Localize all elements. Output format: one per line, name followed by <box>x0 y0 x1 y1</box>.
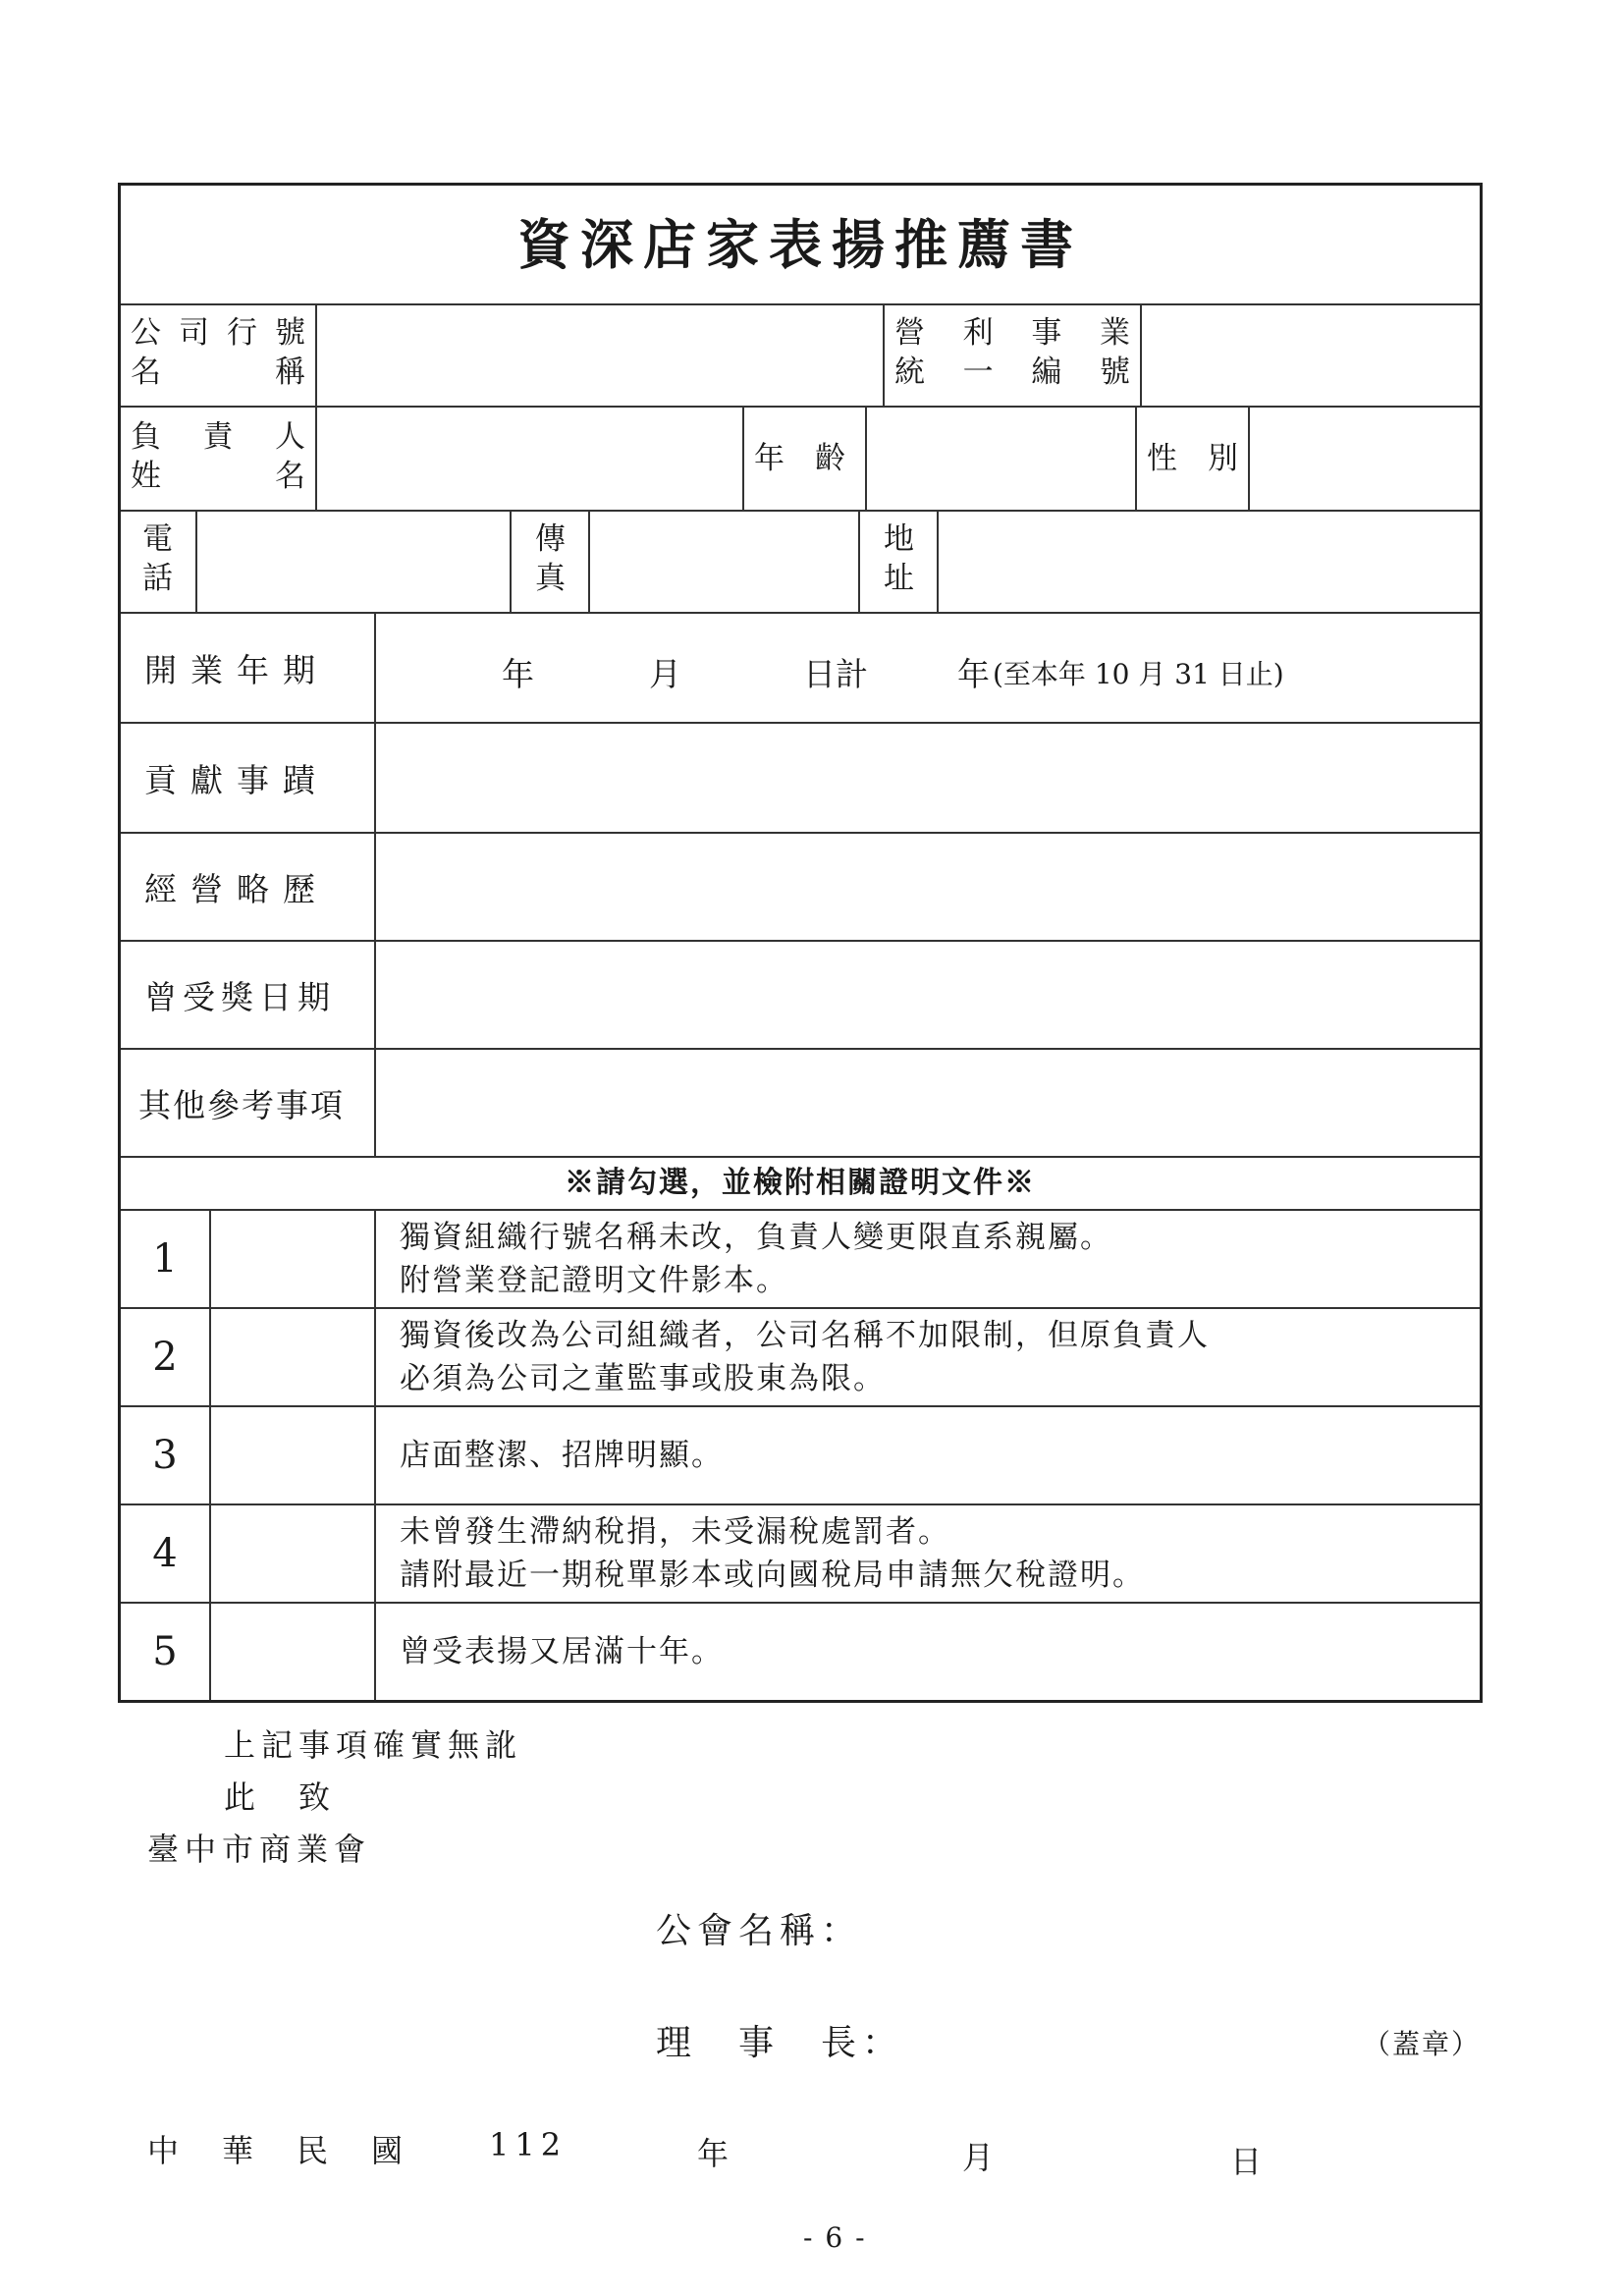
opening-note: (至本年 10 月 31 日止) <box>993 658 1284 690</box>
declaration-text: 上記事項確實無訛 <box>224 1726 523 1764</box>
page-number: - 6 - <box>803 2221 867 2254</box>
requirement-checkbox[interactable] <box>211 1211 376 1307</box>
label-char: 事 <box>1031 315 1062 351</box>
requirement-number: 1 <box>152 1236 178 1282</box>
label-char: 地 <box>884 521 914 557</box>
seal-note: （蓋章） <box>1363 2028 1482 2060</box>
opening-years-suffix: 年 <box>957 655 990 693</box>
requirement-number: 3 <box>152 1433 178 1478</box>
label-char: 業 <box>1099 315 1130 351</box>
label-char: 司 <box>179 315 209 351</box>
requirement-number: 4 <box>152 1531 178 1576</box>
label-char: 營 <box>894 315 925 351</box>
row-label: 其他參考事項 <box>121 1050 376 1156</box>
label-char: 真 <box>535 561 566 596</box>
label-char: 行 <box>227 315 257 351</box>
gender-field[interactable] <box>1250 408 1480 510</box>
title-row <box>121 186 1480 305</box>
requirement-row <box>121 1211 1480 1309</box>
requirement-checkbox[interactable] <box>211 1604 376 1700</box>
requirement-row <box>121 1407 1480 1505</box>
opening-year: 年 <box>502 655 534 693</box>
contact-row <box>121 512 1480 614</box>
opening-row <box>121 614 1480 724</box>
label-char: 號 <box>275 315 305 351</box>
label-char: 人 <box>275 419 305 455</box>
phone-field[interactable] <box>197 512 512 612</box>
label-char: 號 <box>1099 355 1130 390</box>
fax-field[interactable] <box>590 512 860 612</box>
other-field[interactable] <box>376 1050 1480 1156</box>
label-char: 編 <box>1031 355 1062 390</box>
company-row <box>121 305 1480 408</box>
award-field[interactable] <box>376 942 1480 1048</box>
requirement-text: 曾受表揚又居滿十年。 <box>400 1634 724 1669</box>
company-name-label <box>121 305 317 406</box>
label-char: 話 <box>142 561 173 596</box>
requirement-checkbox[interactable] <box>211 1309 376 1405</box>
requirement-number: 5 <box>152 1629 178 1674</box>
check-header: ※請勾選，並檢附相關證明文件※ <box>565 1166 1036 1200</box>
address-label <box>860 512 939 612</box>
requirement-number: 2 <box>152 1335 178 1380</box>
gender-label: 性 別 <box>1137 408 1250 510</box>
award-row <box>121 942 1480 1050</box>
label-char: 名 <box>275 459 305 494</box>
owner-row <box>121 408 1480 512</box>
label-char: 利 <box>962 315 994 351</box>
history-row <box>121 834 1480 942</box>
contribution-field[interactable] <box>376 724 1480 832</box>
date-year-value: 112 <box>489 2126 568 2163</box>
age-label: 年 齡 <box>744 408 867 510</box>
date-day-label: 日 <box>1230 2143 1269 2180</box>
age-field[interactable] <box>867 408 1137 510</box>
requirement-row <box>121 1505 1480 1604</box>
label-char: 電 <box>142 521 173 557</box>
chairman-label: 理 事 長： <box>656 2023 904 2063</box>
opening-field[interactable] <box>376 614 1480 722</box>
requirement-text: 獨資後改為公司組織者，公司名稱不加限制，但原負責人 必須為公司之董監事或股東為限。 <box>400 1318 1210 1396</box>
form-title: 資深店家表揚推薦書 <box>517 213 1083 276</box>
label-char: 負 <box>131 419 161 455</box>
label-char: 姓 <box>131 459 161 494</box>
label-char: 一 <box>962 355 994 390</box>
opening-month: 月 <box>649 655 681 693</box>
row-label: 曾受獎日期 <box>121 942 376 1048</box>
requirement-checkbox[interactable] <box>211 1505 376 1602</box>
owner-name-field[interactable] <box>317 408 744 510</box>
label-char: 統 <box>894 355 925 390</box>
association-name-label: 公會名稱： <box>656 1911 863 1951</box>
owner-name-label <box>121 408 317 510</box>
requirement-text: 店面整潔、招牌明顯。 <box>400 1438 724 1473</box>
recommendation-form <box>118 183 1483 1703</box>
history-field[interactable] <box>376 834 1480 940</box>
address-field[interactable] <box>939 512 1480 612</box>
label-char: 傳 <box>535 521 566 557</box>
check-header-row <box>121 1158 1480 1211</box>
label-char: 責 <box>202 419 234 455</box>
opening-day-total: 日計 <box>803 655 868 693</box>
requirement-text: 未曾發生滯納稅捐，未受漏稅處罰者。 請附最近一期稅單影本或向國稅局申請無欠稅證明。 <box>400 1514 1145 1593</box>
phone-label <box>121 512 197 612</box>
label-char: 公 <box>131 315 161 351</box>
requirement-row <box>121 1604 1480 1700</box>
date-month-label: 月 <box>962 2139 1001 2176</box>
to-text: 此 致 <box>224 1778 337 1816</box>
date-prefix: 中 華 民 國 <box>147 2132 409 2169</box>
company-name-field[interactable] <box>317 305 885 406</box>
contribution-row <box>121 724 1480 834</box>
label-char: 稱 <box>275 355 305 390</box>
other-row <box>121 1050 1480 1158</box>
date-year-label: 年 <box>697 2135 735 2172</box>
requirement-row <box>121 1309 1480 1407</box>
requirement-checkbox[interactable] <box>211 1407 376 1503</box>
label-char: 址 <box>884 561 914 596</box>
label-char: 名 <box>131 355 161 390</box>
tax-id-field[interactable] <box>1142 305 1480 406</box>
row-label: 經營略歷 <box>121 834 376 940</box>
requirement-text: 獨資組織行號名稱未改，負責人變更限直系親屬。 附營業登記證明文件影本。 <box>400 1220 1112 1298</box>
tax-id-label <box>885 305 1142 406</box>
recipient-text: 臺中市商業會 <box>147 1831 372 1868</box>
opening-label: 開業年期 <box>121 614 376 722</box>
fax-label <box>512 512 590 612</box>
row-label: 貢獻事蹟 <box>121 724 376 832</box>
